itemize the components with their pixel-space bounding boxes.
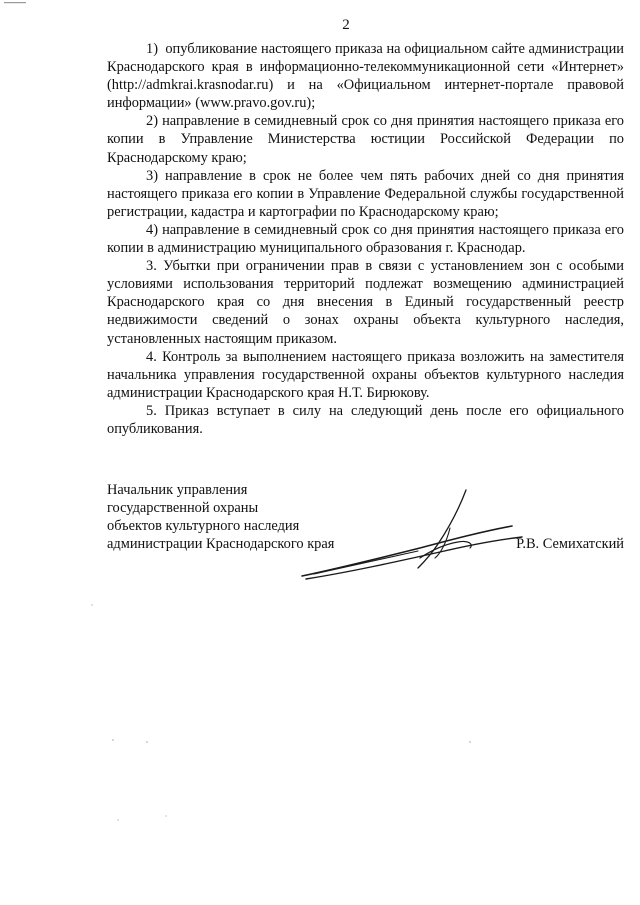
position-line: объектов культурного наследия	[107, 518, 300, 535]
paragraph-publication: 1) опубликование настоящего приказа на официальном сайте администрации Краснодарского края в информационно-телекоммуникационной сети «Интернет» (http://admkrai.krasnodar.ru) и на «Официальном интернет-портале правовой информации» (www.pravo.gov.ru);	[107, 41, 624, 112]
paragraph-control: 4. Контроль за выполнением настоящего приказа возложить на заместителя начальника управления государственной охраны объектов культурного наследия администрации Краснодарского края Н.Т. Бирюкову.	[107, 348, 624, 401]
position-line: администрации Краснодарского края	[107, 536, 335, 553]
paragraph-rosreestr: 3) направление в срок не более чем пять рабочих дней со дня принятия настоящего приказа его копии в Управление Федеральной службы государственной регистрации, кадастра и картографии по Краснодарскому краю;	[107, 167, 624, 220]
handwritten-signature	[300, 488, 530, 588]
paragraph-municipality: 4) направление в семидневный срок со дня принятия настоящего приказа его копии в администрацию муниципального образования г. Краснодар.	[107, 221, 624, 257]
paragraph-ministry-justice: 2) направление в семидневный срок со дня принятия настоящего приказа его копии в Управление Министерства юстиции Российской Федерации по Краснодарскому краю;	[107, 113, 624, 166]
paragraph-losses: 3. Убытки при ограничении прав в связи с установлением зон с особыми условиями использования территорий подлежат возмещению администрацией Краснодарского края со дня внесения в Единый государственный реестр недвижимости сведений о зонах охраны объекта культурного наследия, установленных настоящим приказом.	[107, 258, 624, 347]
position-line: Начальник управления	[107, 482, 248, 498]
paragraph-effective-date: 5. Приказ вступает в силу на следующий день после его официального опубликования.	[107, 402, 624, 437]
document-body	[107, 40, 624, 438]
signer-name: Р.В. Семихатский	[516, 536, 624, 552]
position-line: государственной охраны	[107, 500, 259, 517]
page-number: 2	[342, 17, 350, 33]
